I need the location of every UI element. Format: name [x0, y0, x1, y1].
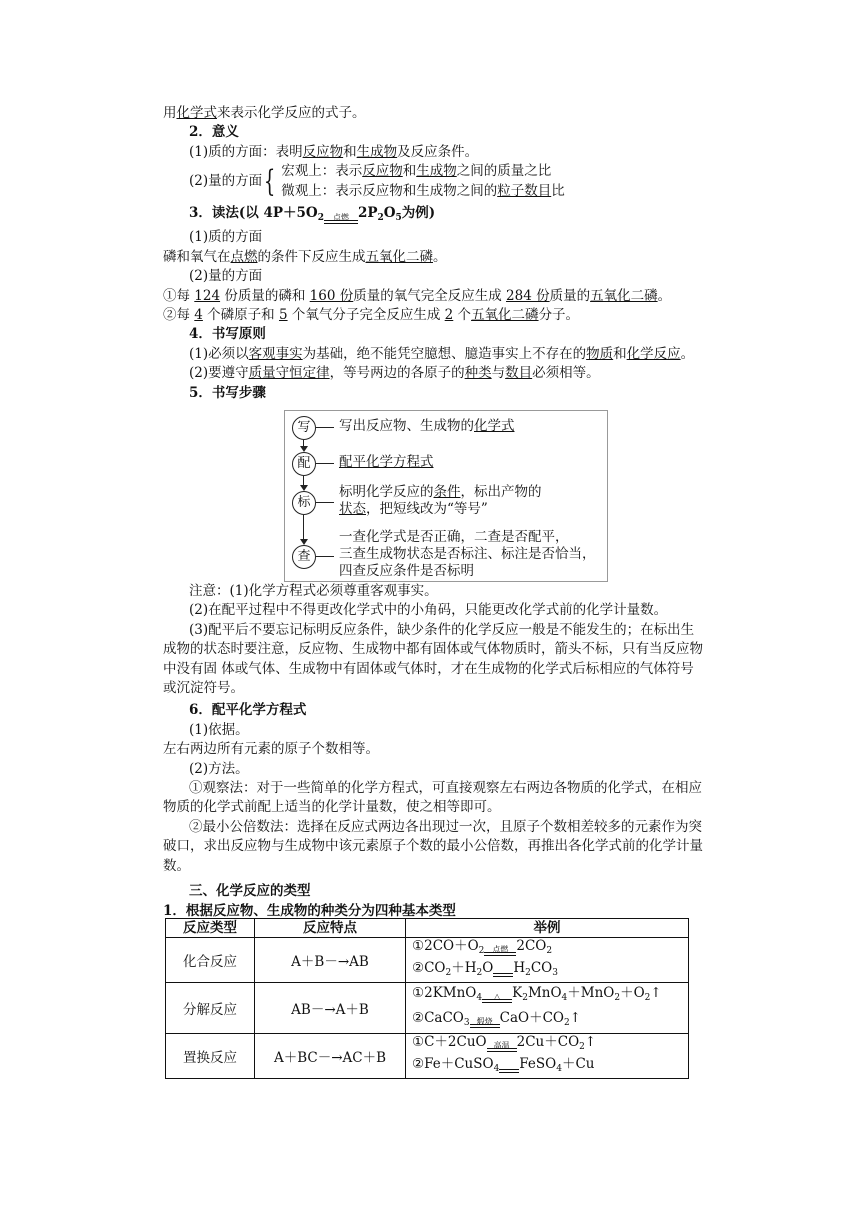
equation-part: ①C＋2CuO — [412, 1034, 487, 1050]
underlined-term: 五氧化二磷 — [365, 248, 433, 265]
condition-label: 煅烧 — [476, 1016, 493, 1026]
underlined-term: 数目 — [505, 365, 533, 382]
equation-part — [499, 1069, 519, 1073]
reaction-type: 置换反应 — [166, 1034, 255, 1079]
text: (2)要遵守 — [189, 365, 249, 382]
reaction-examples — [406, 938, 689, 983]
subscript: 4 — [476, 992, 483, 1003]
text: 用 — [163, 105, 177, 121]
reaction-feature: A＋BC－→AC＋B — [255, 1034, 406, 1079]
text: 标明化学反应的 — [339, 484, 434, 500]
step-text-balance — [339, 454, 434, 471]
reading-quantity-particles — [163, 306, 703, 325]
subscript: 2 — [478, 946, 485, 956]
text: 的条件下反应生成 — [257, 248, 366, 265]
text: 必须相等。 — [532, 365, 600, 382]
step-node-check: 查 — [292, 545, 316, 569]
section-heading-three: 三、化学反应的类型 — [189, 883, 311, 900]
equation-part: MnO — [527, 984, 562, 1001]
reaction-type: 化合反应 — [166, 938, 255, 983]
connector — [316, 502, 334, 503]
text: 及反应条件。 — [397, 143, 479, 160]
text: 与 — [491, 365, 506, 382]
text: 份质量的磷和 — [220, 287, 310, 304]
table-header: 举例 — [406, 919, 689, 938]
reaction-type: 分解反应 — [166, 983, 255, 1034]
text: ，标出产物的 — [460, 484, 542, 500]
text: 。 — [680, 345, 695, 362]
equals-sign — [324, 214, 358, 228]
equation-part: K — [512, 984, 523, 1001]
condition-label: 高温 — [493, 1041, 510, 1050]
section-heading: 5．书写步骤 — [189, 384, 266, 401]
underlined-term: 客观事实 — [248, 345, 303, 362]
subsection-heading: 1．根据反应物、生成物的种类分为四种基本类型 — [163, 902, 456, 919]
text: 个磷原子和 — [202, 307, 279, 324]
document-body — [163, 104, 703, 403]
reaction-feature: A＋B－→AB — [255, 938, 406, 983]
step-text-write — [339, 418, 515, 435]
text: 为基础，绝不能凭空臆想、臆造事实上不存在的 — [302, 345, 587, 362]
reaction-types-table — [165, 918, 689, 1079]
underlined-term: 化学式 — [176, 105, 217, 121]
equation-part: ①2CO＋O — [412, 938, 479, 954]
subscript: 2 — [476, 968, 483, 978]
balance-basis-label: (1)依据。 — [189, 721, 249, 738]
equation-part: CO — [530, 960, 553, 976]
equation-part: 2CO — [516, 938, 547, 954]
text: ①每 — [163, 287, 195, 304]
text: 质量的 — [549, 287, 591, 304]
subscript: 2 — [317, 213, 324, 224]
step-node-mark: 标 — [292, 491, 316, 515]
principle-2 — [163, 364, 703, 383]
table-header: 反应特点 — [255, 919, 406, 938]
reaction-examples — [406, 1034, 689, 1079]
note-2: (2)在配平过程中不得更改化学式中的小角码，只能更改化学式前的化学计量数。 — [189, 602, 668, 619]
underlined-term: 160 份 — [309, 287, 354, 304]
text: 磷和氧气在 — [163, 248, 231, 265]
reading-quality — [163, 248, 703, 267]
gas-arrow-icon: ↑ — [650, 984, 662, 1001]
underlined-term: 条件 — [433, 484, 461, 500]
document-body-continued — [163, 582, 703, 921]
equation-part: ＋Cu — [561, 1056, 595, 1072]
step-node-balance: 配 — [292, 452, 316, 476]
text: 和 — [343, 143, 357, 160]
subscript: 2 — [546, 946, 553, 956]
step-text-check — [339, 529, 596, 580]
equals-sign — [482, 993, 512, 1007]
condition-label: △ — [494, 991, 501, 1001]
subscript: 2 — [445, 968, 452, 978]
subscript: 2 — [377, 213, 384, 224]
text: (2)量的方面 — [189, 172, 263, 189]
equals-sign — [484, 946, 516, 960]
text: 个 — [453, 307, 472, 324]
section-heading: 2．意义 — [189, 124, 239, 141]
underlined-term: 化学式 — [474, 418, 515, 434]
reading-quantity-mass — [163, 287, 703, 306]
underlined-term: 配平化学方程式 — [339, 454, 434, 470]
subscript: 2 — [614, 992, 621, 1003]
equation-part: H — [513, 960, 526, 976]
example-equation — [412, 960, 682, 982]
equals-sign — [487, 1042, 517, 1056]
underlined-term: 124 — [194, 287, 221, 304]
principle-1 — [163, 345, 703, 364]
balance-basis: 左右两边所有元素的原子个数相等。 — [163, 741, 379, 758]
text: 3．读法(以 4P＋5O — [189, 205, 318, 222]
text: ，等号两边的各原子的 — [329, 365, 465, 382]
equation-part — [493, 973, 513, 977]
text: 和 — [613, 345, 627, 362]
underlined-term: 状态 — [339, 501, 366, 517]
text: 写出反应物、生成物的 — [339, 418, 474, 434]
subscript: 2 — [644, 992, 651, 1003]
text: (1)必须以 — [189, 345, 249, 362]
equation-part: 2Cu＋CO — [516, 1034, 580, 1050]
subscript: 3 — [552, 968, 558, 978]
subscript: 3 — [463, 1017, 470, 1028]
method-observation: ①观察法：对于一些简单的化学方程式，可直接观察左右两边各物质的化学式，在相应物质的化学式前配上适当的化学计量数，使之相等即可。 — [163, 780, 702, 816]
step-node-write: 写 — [292, 416, 316, 440]
equation-part: ②CaCO — [412, 1009, 464, 1026]
note-3: (3)配平后不要忘记标明反应条件，缺少条件的化学反应一般是不能发生的；在标出生成物的状态时要注意，反应物、生成物中都有固体或气体物质时，箭头不标，只有当反应物中没有固 体或气体、生成物中有固体或气体时，才在生成物的化学式后标相应的气体符号或沉淀符号。 — [163, 621, 703, 697]
condition-label: 点燃 — [492, 945, 509, 954]
table-row — [166, 983, 689, 1034]
table-header-row — [166, 919, 689, 938]
equation-part: ＋H — [451, 960, 477, 976]
condition-label: 点燃 — [332, 213, 349, 223]
gas-arrow-icon: ↑ — [584, 1034, 597, 1050]
meaning-quality — [163, 143, 703, 162]
equation-part: ＋O — [620, 984, 645, 1001]
equals-sign — [470, 1018, 500, 1032]
step-text-mark — [339, 484, 542, 518]
section-heading — [163, 204, 703, 228]
equation-part: ②Fe＋CuSO — [412, 1056, 494, 1072]
underlined-term: 五氧化二磷 — [590, 287, 658, 304]
text: (1)质的方面：表明 — [189, 143, 303, 160]
section-heading: 6．配平化学方程式 — [189, 702, 307, 719]
example-equation — [412, 1034, 682, 1056]
example-equation — [412, 938, 682, 960]
macro-line — [281, 162, 565, 181]
text: 宏观上：表示 — [281, 163, 363, 180]
micro-line — [281, 182, 565, 201]
example-equation — [412, 985, 682, 1007]
equals-sign — [493, 973, 513, 982]
equals-sign — [499, 1069, 519, 1078]
text: 之间的质量之比 — [456, 163, 552, 180]
note-1: 注意：(1)化学方程式必须尊重客观事实。 — [189, 583, 438, 599]
equation-part: CaO＋CO — [499, 1009, 564, 1026]
underlined-term: 2 — [444, 307, 454, 324]
equation-part: ①2KMnO — [412, 984, 477, 1001]
gas-arrow-icon: ↑ — [569, 1009, 582, 1026]
intro-line — [163, 104, 703, 123]
reading-quality-label: (1)质的方面 — [189, 229, 263, 246]
example-equation — [412, 1056, 682, 1078]
method-lcm: ②最小公倍数法：选择在反应式两边各出现过一次，且原子个数相差较多的元素作为突破口，求出反应物与生成物中该元素原子个数的最小公倍数，再推出各化学式前的化学计量数。 — [163, 818, 703, 874]
underlined-term: 五氧化二磷 — [471, 307, 539, 324]
balance-method-label: (2)方法。 — [189, 760, 249, 777]
text: 一查化学式是否正确，二查是否配平， — [339, 529, 569, 545]
underlined-term: 质量守恒定律 — [248, 365, 330, 382]
subscript: 2 — [525, 968, 531, 978]
table-row — [166, 1034, 689, 1079]
meaning-quantity — [163, 162, 703, 201]
brace-icon: { — [263, 163, 276, 199]
underlined-term: 物质 — [586, 345, 614, 362]
text: 和 — [402, 163, 417, 180]
example-equation — [412, 1010, 682, 1032]
text: 。 — [433, 248, 447, 265]
reaction-examples — [406, 983, 689, 1034]
text: 个氧气分子完全反应生成 — [287, 307, 445, 324]
equation-part: ＋MnO — [567, 984, 615, 1001]
subscript: 4 — [556, 1064, 562, 1074]
underlined-term: 284 份 — [506, 287, 550, 304]
text: 为例) — [401, 205, 436, 222]
text: 2P — [357, 205, 378, 222]
subscript: 4 — [561, 992, 568, 1003]
connector — [316, 427, 334, 428]
text: O — [383, 205, 396, 222]
subscript: 2 — [579, 1042, 585, 1052]
text: ，把短线改为“等号” — [366, 501, 488, 517]
underlined-term: 反应物 — [302, 143, 344, 160]
underlined-term: 点燃 — [230, 248, 258, 265]
equation-part: FeSO — [519, 1056, 557, 1072]
underlined-term: 反应物 — [362, 163, 403, 180]
subscript: 2 — [522, 992, 528, 1003]
reading-quantity-label: (2)量的方面 — [189, 268, 263, 285]
connector — [316, 556, 334, 557]
underlined-term: 种类 — [464, 365, 492, 382]
section-heading: 4．书写原则 — [189, 326, 266, 343]
connector — [316, 463, 334, 464]
writing-steps-flowchart — [284, 410, 608, 582]
underlined-term: 生成物 — [356, 143, 398, 160]
subscript: 5 — [395, 213, 402, 224]
subscript: 2 — [563, 1017, 570, 1028]
underlined-term: 粒子数目 — [497, 182, 552, 199]
text: 三查生成物状态是否标注、标注是否恰当， — [339, 546, 596, 562]
text: ②每 — [163, 307, 195, 324]
underlined-term: 化学反应 — [626, 345, 681, 362]
underlined-term: 5 — [278, 307, 288, 324]
equation-part: ②CO — [412, 960, 446, 976]
text: 。 — [657, 287, 672, 304]
text: 微观上：表示反应物和生成物之间的 — [281, 182, 498, 199]
table-row — [166, 938, 689, 983]
underlined-term: 生成物 — [416, 163, 457, 180]
text: 质量的氧气完全反应生成 — [353, 287, 507, 304]
text: 四查反应条件是否标明 — [339, 563, 474, 579]
equation-part: O — [482, 960, 494, 976]
text: 来表示化学反应的式子。 — [217, 105, 366, 121]
underlined-term: 4 — [194, 307, 203, 324]
subscript: 4 — [493, 1064, 500, 1074]
reaction-feature: AB－→A＋B — [255, 983, 406, 1034]
table-header: 反应类型 — [166, 919, 255, 938]
text: 分子。 — [538, 307, 580, 324]
text: 比 — [551, 182, 565, 199]
